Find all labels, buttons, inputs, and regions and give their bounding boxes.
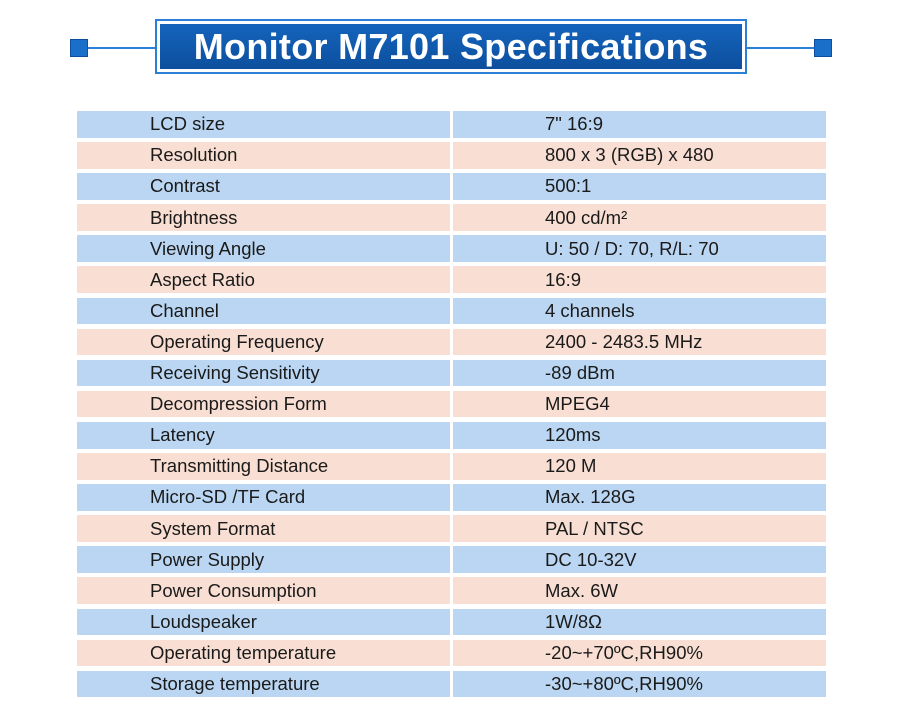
spec-label: Viewing Angle [77, 235, 450, 262]
spec-label: Transmitting Distance [77, 453, 450, 480]
spec-value: 1W/8Ω [453, 609, 826, 636]
spec-value: 7" 16:9 [453, 111, 826, 138]
spec-row [77, 609, 826, 636]
spec-label: Loudspeaker [77, 609, 450, 636]
spec-label: Storage temperature [77, 671, 450, 698]
spec-label: Power Supply [77, 546, 450, 573]
spec-label: Aspect Ratio [77, 266, 450, 293]
spec-label: System Format [77, 515, 450, 542]
decorative-square-right [814, 39, 832, 57]
spec-row [77, 577, 826, 604]
spec-label: Power Consumption [77, 577, 450, 604]
spec-value: 500:1 [453, 173, 826, 200]
spec-value: 800 x 3 (RGB) x 480 [453, 142, 826, 169]
spec-table [77, 111, 826, 697]
decorative-line-left [78, 47, 160, 49]
decorative-square-left [70, 39, 88, 57]
spec-label: Brightness [77, 204, 450, 231]
spec-label: Receiving Sensitivity [77, 360, 450, 387]
spec-value: 120ms [453, 422, 826, 449]
spec-value: 2400 - 2483.5 MHz [453, 329, 826, 356]
spec-label: Decompression Form [77, 391, 450, 418]
spec-value: PAL / NTSC [453, 515, 826, 542]
spec-value: Max. 128G [453, 484, 826, 511]
title-banner [0, 0, 900, 90]
spec-row [77, 391, 826, 418]
spec-value: -20~+70ºC,RH90% [453, 640, 826, 667]
spec-label: LCD size [77, 111, 450, 138]
spec-row [77, 515, 826, 542]
title-frame [155, 19, 747, 74]
spec-row [77, 235, 826, 262]
spec-row [77, 142, 826, 169]
spec-row [77, 484, 826, 511]
spec-label: Resolution [77, 142, 450, 169]
spec-row [77, 266, 826, 293]
spec-row [77, 546, 826, 573]
spec-value: 120 M [453, 453, 826, 480]
spec-value: 400 cd/m² [453, 204, 826, 231]
spec-label: Operating Frequency [77, 329, 450, 356]
spec-value: 16:9 [453, 266, 826, 293]
spec-value: 4 channels [453, 298, 826, 325]
spec-row [77, 360, 826, 387]
spec-row [77, 329, 826, 356]
spec-value: -89 dBm [453, 360, 826, 387]
spec-value: U: 50 / D: 70, R/L: 70 [453, 235, 826, 262]
spec-row [77, 671, 826, 698]
title-background [160, 24, 742, 69]
spec-row [77, 298, 826, 325]
spec-row [77, 173, 826, 200]
decorative-line-right [743, 47, 821, 49]
spec-value: DC 10-32V [453, 546, 826, 573]
spec-value: MPEG4 [453, 391, 826, 418]
spec-row [77, 640, 826, 667]
spec-row [77, 204, 826, 231]
spec-label: Channel [77, 298, 450, 325]
spec-value: -30~+80ºC,RH90% [453, 671, 826, 698]
spec-label: Latency [77, 422, 450, 449]
spec-row [77, 422, 826, 449]
spec-label: Operating temperature [77, 640, 450, 667]
spec-label: Micro-SD /TF Card [77, 484, 450, 511]
spec-label: Contrast [77, 173, 450, 200]
spec-value: Max. 6W [453, 577, 826, 604]
spec-row [77, 111, 826, 138]
page-title: Monitor M7101 Specifications [193, 25, 709, 67]
spec-row [77, 453, 826, 480]
